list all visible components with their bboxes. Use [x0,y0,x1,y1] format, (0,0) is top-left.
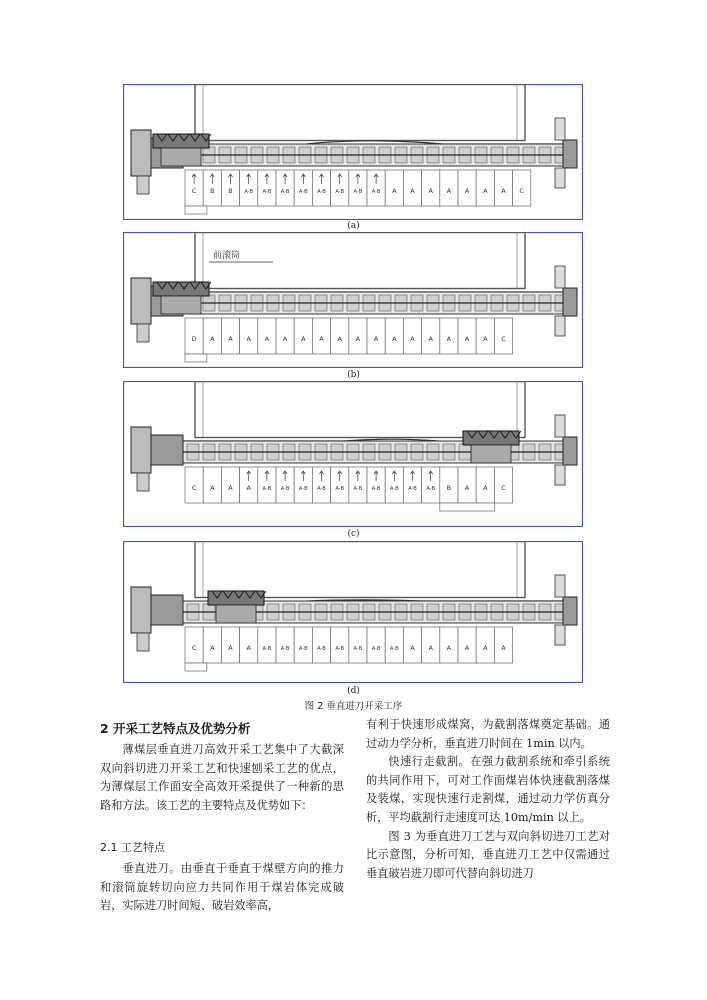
support-label: A [373,335,379,343]
support-cell [440,170,458,206]
support-label: A [464,335,470,343]
body-paragraph: 图 3 为垂直进刀工艺与双向斜切进刀工艺对比示意图，分析可知，垂直进刀工艺中仅需通过垂直破岩进刀即可代替向斜切进刀 [366,829,610,880]
support-stub [440,503,495,511]
support-cell [349,170,367,206]
support-box [331,627,349,663]
support-cell [385,627,403,663]
support-cell [312,318,330,354]
support-label: A·B [353,646,363,652]
support-label: A·B [317,646,326,652]
support-cell [221,467,239,503]
support-label: A·B [353,189,363,195]
drive-motor [555,415,565,437]
support-label: A [483,484,488,492]
roof-region [195,382,525,438]
support-label: A·B [371,189,381,195]
shearer-body [463,431,519,445]
support-cell [422,318,440,354]
support-cell [258,467,276,503]
support-cell [294,467,312,503]
figure-panel-b [123,232,583,368]
panel-caption: (c) [347,529,360,539]
support-label: C [191,484,197,492]
support-label: A [246,335,251,343]
support-label: C [501,335,506,343]
support-label: A·B [244,189,254,195]
support-label: A·B [426,486,436,492]
drive-gearbox [151,435,183,465]
support-label: A [337,335,342,343]
support-cell [221,318,239,354]
panel-svg [123,541,583,683]
support-label: A·B [408,486,417,492]
body-paragraph: 快速行走截割。在强力截割系统和牵引系统的共同作用下，可对工作面煤岩体快速截割落煤及装煤，实现快速行走割煤，通过动力学仿真分析，平均截割行走速度可达 10m/min 以上。 [366,755,610,824]
support-label: A [210,335,215,343]
support-cell [240,627,258,663]
support-label: A·B [353,486,363,492]
support-label: A·B [298,189,308,195]
figure-panel-a [123,84,583,220]
support-box [367,627,385,663]
support-cell [349,627,367,663]
support-cell [258,170,276,206]
drive-motor [131,278,151,324]
drive-motor [555,118,565,140]
drive-motor [555,575,565,597]
support-label: A·B [317,189,326,195]
subsection-heading: 2.1 工艺特点 [100,841,165,854]
support-label: A·B [298,646,308,652]
support-cell [440,318,458,354]
support-cell [476,318,494,354]
support-label: A [246,484,251,492]
left-column-body [100,860,344,916]
support-box [294,627,312,663]
shearer-body [153,282,209,296]
support-cell [494,318,512,354]
drive-motor [131,587,151,633]
support-cell [458,318,476,354]
section-heading: 2 开采工艺特点及优势分析 [100,721,251,736]
support-label: A [246,644,251,652]
support-label: A·B [262,189,272,195]
support-cell [331,318,349,354]
shearer-ranging-arm [471,445,511,463]
support-label: A·B [335,189,345,195]
support-cell [440,467,458,503]
support-cell [494,467,512,503]
support-cell [476,170,494,206]
support-cell [312,627,330,663]
support-label: A·B [298,486,308,492]
drive-bracket [555,316,565,336]
support-cell [203,318,221,354]
support-cell [258,627,276,663]
support-label: A [464,187,470,195]
support-label: A [501,187,506,195]
drive-gearbox [563,597,577,625]
shearer-body [153,134,209,148]
drive-gearbox [563,437,577,465]
support-cell [258,318,276,354]
support-cell [385,318,403,354]
support-label: A [392,335,397,343]
support-cell [367,467,385,503]
support-cell [403,467,421,503]
shearer-ranging-arm [161,296,201,314]
support-label: C [191,187,197,195]
support-cell [185,170,203,206]
support-label: A [428,187,433,195]
body-paragraph: 有利于快速形成煤窝，为截割落煤奠定基础。通过动力学分析，垂直进刀时间在 1min 以内。 [366,718,610,750]
support-label: B [228,187,233,195]
support-stub [185,354,207,362]
support-box [258,627,276,663]
support-stub [185,663,207,671]
support-label: A [282,335,288,343]
support-cell [385,170,403,206]
support-cell [331,627,349,663]
support-cell [312,467,330,503]
shearer-body [208,591,264,605]
support-label: A·B [371,486,381,492]
support-label: A [264,335,270,343]
support-box [385,627,403,663]
support-label: A·B [262,486,272,492]
panel-caption: (a) [347,221,360,231]
shearer-ranging-arm [216,605,256,623]
support-label: A [428,644,433,652]
support-label: A [410,335,415,343]
support-cell [494,170,512,206]
support-label: C [191,644,197,652]
support-cell [422,467,440,503]
support-label: A [301,335,306,343]
support-label: A·B [280,646,290,652]
support-cell [422,170,440,206]
shearer-ranging-arm [161,148,201,166]
support-cell [221,627,239,663]
support-label: A [483,187,488,195]
support-cell [422,627,440,663]
support-label: C [501,484,506,492]
support-label: A·B [262,646,272,652]
support-cell [203,467,221,503]
drive-bracket [137,176,149,194]
drive-bracket [555,168,565,188]
support-label: A·B [280,486,290,492]
drive-gearbox [151,595,183,625]
drive-bracket [555,625,565,645]
support-label: A [446,187,452,195]
support-cell [185,467,203,503]
drive-motor [555,266,565,288]
support-label: A·B [317,486,326,492]
support-label: A [446,644,452,652]
support-label: C [519,187,524,195]
support-cell [221,170,239,206]
figure-title: 图 2 垂直进刀开采工序 [304,701,403,712]
drive-gearbox [563,288,577,316]
support-box [312,627,330,663]
support-cell [240,170,258,206]
figure-panel-c [123,381,583,527]
support-cell [349,467,367,503]
support-cell [458,170,476,206]
roof-region [195,542,525,598]
left-column-intro [100,741,344,815]
drive-bracket [137,324,149,342]
support-cell [494,627,512,663]
body-paragraph: 垂直进刀。由垂直于垂直于煤壁方向的推力和滚筒旋转切向应力共同作用于煤岩体完成破岩，实际进刀时间短、破岩效率高， [100,862,344,913]
drive-bracket [137,633,149,651]
support-cell [385,467,403,503]
support-cell [203,627,221,663]
support-cell [240,467,258,503]
support-cell [276,627,294,663]
right-column [366,716,610,883]
support-label: A [210,644,215,652]
support-label: A [501,644,506,652]
support-label: A [446,335,452,343]
panel-svg [123,232,583,368]
support-label: A [319,335,324,343]
support-cell [403,170,421,206]
support-label: A·B [280,189,290,195]
support-label: A [410,644,415,652]
panel-svg [123,381,583,527]
support-label: A [228,484,233,492]
support-cell [367,170,385,206]
support-stub [185,206,207,214]
support-cell [367,318,385,354]
support-cell [294,170,312,206]
panel-svg [123,84,583,220]
support-cell [312,170,330,206]
drive-bracket [555,465,565,485]
support-cell [276,467,294,503]
support-label: A [228,335,233,343]
support-cell [331,467,349,503]
drive-bracket [137,473,149,491]
roof-region [195,233,525,289]
support-cell [513,170,531,206]
support-box [276,627,294,663]
support-cell [203,170,221,206]
support-label: A·B [371,646,381,652]
support-label: A·B [389,486,399,492]
support-label: A [464,484,470,492]
support-label: A [464,644,470,652]
intro-paragraph: 薄煤层垂直进刀高效开采工艺集中了大截深双向斜切进刀开采工艺和快速刨采工艺的优点，为薄煤层工作面安全高效开采提供了一种新的思路和方法。该工艺的主要特点及优势如下： [100,743,344,812]
support-cell [331,170,349,206]
support-label: A [410,187,415,195]
drive-motor [131,130,151,176]
figure-panel-d [123,541,583,683]
support-cell [476,627,494,663]
support-cell [403,318,421,354]
support-cell [476,467,494,503]
support-label: A·B [335,486,345,492]
support-label: B [446,484,452,492]
roof-region [195,85,525,141]
support-label: D [191,335,197,343]
drive-gearbox [563,140,577,168]
support-cell [240,318,258,354]
support-cell [458,467,476,503]
support-cell [276,318,294,354]
support-box [349,627,367,663]
support-label: A·B [389,646,399,652]
support-cell [185,318,203,354]
support-label: A [392,187,397,195]
drive-motor [131,427,151,473]
support-label: A [228,644,233,652]
support-label: A [483,644,488,652]
support-cell [294,318,312,354]
support-cell [349,318,367,354]
support-label: A [483,335,488,343]
support-cell [367,627,385,663]
support-cell [276,170,294,206]
drum-label: 前滚筒 [213,251,241,261]
support-cell [294,627,312,663]
support-cell [440,627,458,663]
support-label: A [428,335,433,343]
support-cell [458,627,476,663]
support-cell [185,627,203,663]
panel-caption: (b) [347,370,360,380]
support-cell [403,627,421,663]
support-label: A [355,335,361,343]
support-label: B [210,187,215,195]
panel-caption: (d) [347,686,360,696]
support-label: A·B [335,646,345,652]
support-label: A [210,484,215,492]
